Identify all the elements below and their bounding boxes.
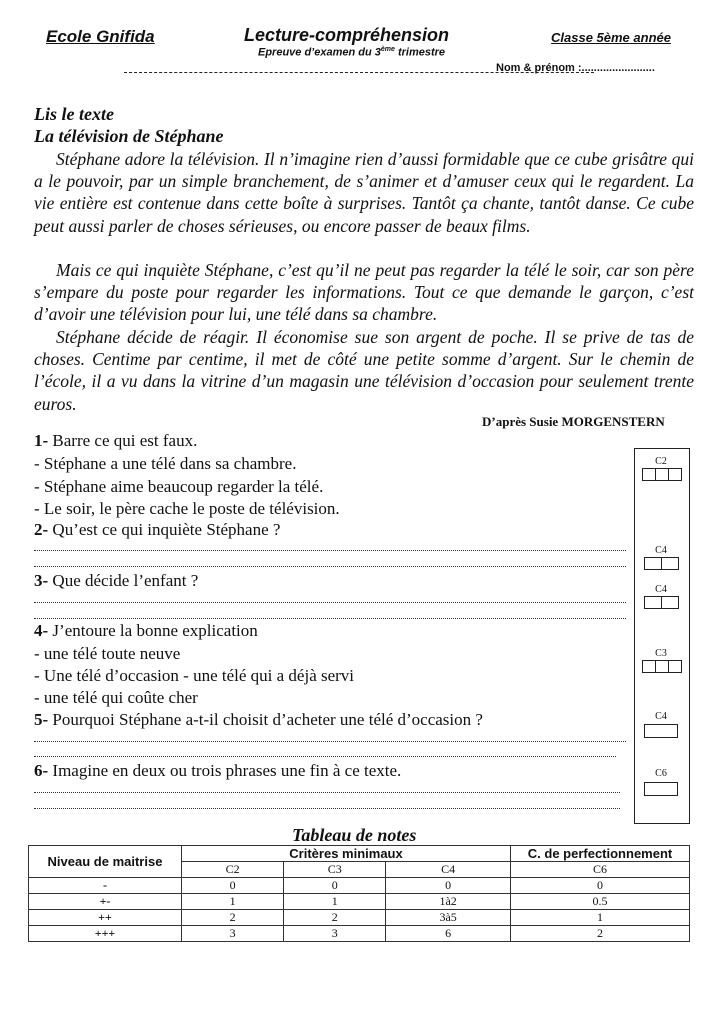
table-cell: 0 xyxy=(182,878,284,894)
question-3: 3- Que décide l’enfant ? xyxy=(34,571,199,590)
page-title: Lecture-compréhension xyxy=(244,25,450,45)
table-row xyxy=(29,910,690,926)
score-boxes-c2[interactable] xyxy=(642,468,681,481)
table-cell: 0 xyxy=(386,878,511,894)
table-cell: 3 xyxy=(284,926,386,942)
table-row xyxy=(29,878,690,894)
criterion-label-c4-q5: C4 xyxy=(655,711,667,722)
table-cell: 2 xyxy=(511,926,690,942)
table-cell: 1 xyxy=(284,894,386,910)
name-field[interactable]: Nom & prénom :........................ xyxy=(496,62,655,74)
question-4-option-3[interactable]: - une télé qui coûte cher xyxy=(34,688,198,707)
criterion-label-c3: C3 xyxy=(655,648,667,659)
criterion-label-c2: C2 xyxy=(655,456,667,467)
table-cell: 0 xyxy=(284,878,386,894)
score-box-c4-q5[interactable] xyxy=(644,724,677,738)
text-source: D’après Susie MORGENSTERN xyxy=(482,414,665,429)
table-cell: - xyxy=(29,878,182,894)
table-cell: +++ xyxy=(29,926,182,942)
criterion-label-c6: C6 xyxy=(655,768,667,779)
answer-line[interactable] xyxy=(34,618,626,619)
table-cell: 3 xyxy=(182,926,284,942)
question-4-option-2[interactable]: - Une télé d’occasion - une télé qui a déjà servi xyxy=(34,666,355,685)
table-row xyxy=(29,926,690,942)
answer-line[interactable] xyxy=(34,741,626,742)
paragraph-2: Mais ce qui inquiète Stéphane, c’est qu’il ne peut pas regarder la télé le soir, car son père s’empare du poste pour regarder les informations. Tout ce que demande le garçon, c’est d’avoir une télévision pour lui, une télé dans sa chambre. xyxy=(34,260,694,325)
class-label: Classe 5ème année xyxy=(551,30,671,45)
table-title: Tableau de notes xyxy=(292,825,417,845)
table-cell: 0 xyxy=(511,878,690,894)
answer-line[interactable] xyxy=(34,566,626,567)
exam-subtitle: Epreuve d’examen du 3ème trimestre xyxy=(258,46,446,59)
table-cell: 6 xyxy=(386,926,511,942)
level-header: Niveau de maitrise xyxy=(29,846,182,878)
text-title: La télévision de Stéphane xyxy=(34,126,224,146)
header-divider xyxy=(124,72,594,73)
paragraph-1: Stéphane adore la télévision. Il n’imagine rien d’aussi formidable que ce cube grisâtre qui a le pouvoir, par un simple branchement, de s’animer et d’amuser ceux qui le regardent. La vie entière est contenue dans cette boîte à surprises. Tantôt ça chante, tantôt danse. Ce cube peut aussi parler de choses sérieuses, ou encore passer de beaux films. xyxy=(34,149,694,236)
column-header: C6 xyxy=(511,862,690,878)
answer-line[interactable] xyxy=(34,602,626,603)
question-1-option-1[interactable]: - Stéphane a une télé dans sa chambre. xyxy=(34,454,297,473)
score-boxes-c4-q3[interactable] xyxy=(644,596,678,609)
table-cell: ++ xyxy=(29,910,182,926)
question-6: 6- Imagine en deux ou trois phrases une fin à ce texte. xyxy=(34,761,402,780)
answer-line[interactable] xyxy=(34,808,620,809)
criterion-label-c4-q3: C4 xyxy=(655,584,667,595)
criterion-label-c4-q2: C4 xyxy=(655,545,667,556)
question-4: 4- J’entoure la bonne explication xyxy=(34,621,258,640)
score-boxes-c4-q2[interactable] xyxy=(644,557,678,570)
table-cell: 0.5 xyxy=(511,894,690,910)
question-1-option-3[interactable]: - Le soir, le père cache le poste de télévision. xyxy=(34,499,340,518)
question-1-option-2[interactable]: - Stéphane aime beaucoup regarder la télé. xyxy=(34,477,324,496)
table-cell: 1à2 xyxy=(386,894,511,910)
table-cell: +- xyxy=(29,894,182,910)
perf-criteria-header: C. de perfectionnement xyxy=(511,846,690,862)
table-cell: 1 xyxy=(511,910,690,926)
min-criteria-header: Critères minimaux xyxy=(182,846,511,862)
table-cell: 2 xyxy=(182,910,284,926)
answer-line[interactable] xyxy=(34,550,626,551)
column-header: C4 xyxy=(386,862,511,878)
answer-line[interactable] xyxy=(34,792,620,793)
score-box-c6[interactable] xyxy=(644,782,677,796)
school-name: Ecole Gnifida xyxy=(46,27,155,46)
table-cell: 3à5 xyxy=(386,910,511,926)
table-cell: 2 xyxy=(284,910,386,926)
paragraph-3: Stéphane décide de réagir. Il économise sue son argent de poche. Il se prive de tas de choses. Centime par centime, il met de côté une petite somme d’argent. Sur le chemin de l’école, il a vu dans la vitrine d’un magasin une télévision d’occasion pour seulement trente euros. xyxy=(34,327,694,414)
question-2: 2- Qu’est ce qui inquiète Stéphane ? xyxy=(34,520,281,539)
score-boxes-c3[interactable] xyxy=(642,660,681,673)
table-cell: 1 xyxy=(182,894,284,910)
question-5: 5- Pourquoi Stéphane a-t-il choisit d’acheter une télé d’occasion ? xyxy=(34,710,483,729)
table-row xyxy=(29,894,690,910)
column-header: C3 xyxy=(284,862,386,878)
column-header: C2 xyxy=(182,862,284,878)
score-table xyxy=(28,845,690,942)
question-1: 1- Barre ce qui est faux. xyxy=(34,431,198,450)
question-4-option-1[interactable]: - une télé toute neuve xyxy=(34,644,181,663)
reading-instruction: Lis le texte xyxy=(34,104,114,124)
answer-line[interactable] xyxy=(34,756,616,757)
